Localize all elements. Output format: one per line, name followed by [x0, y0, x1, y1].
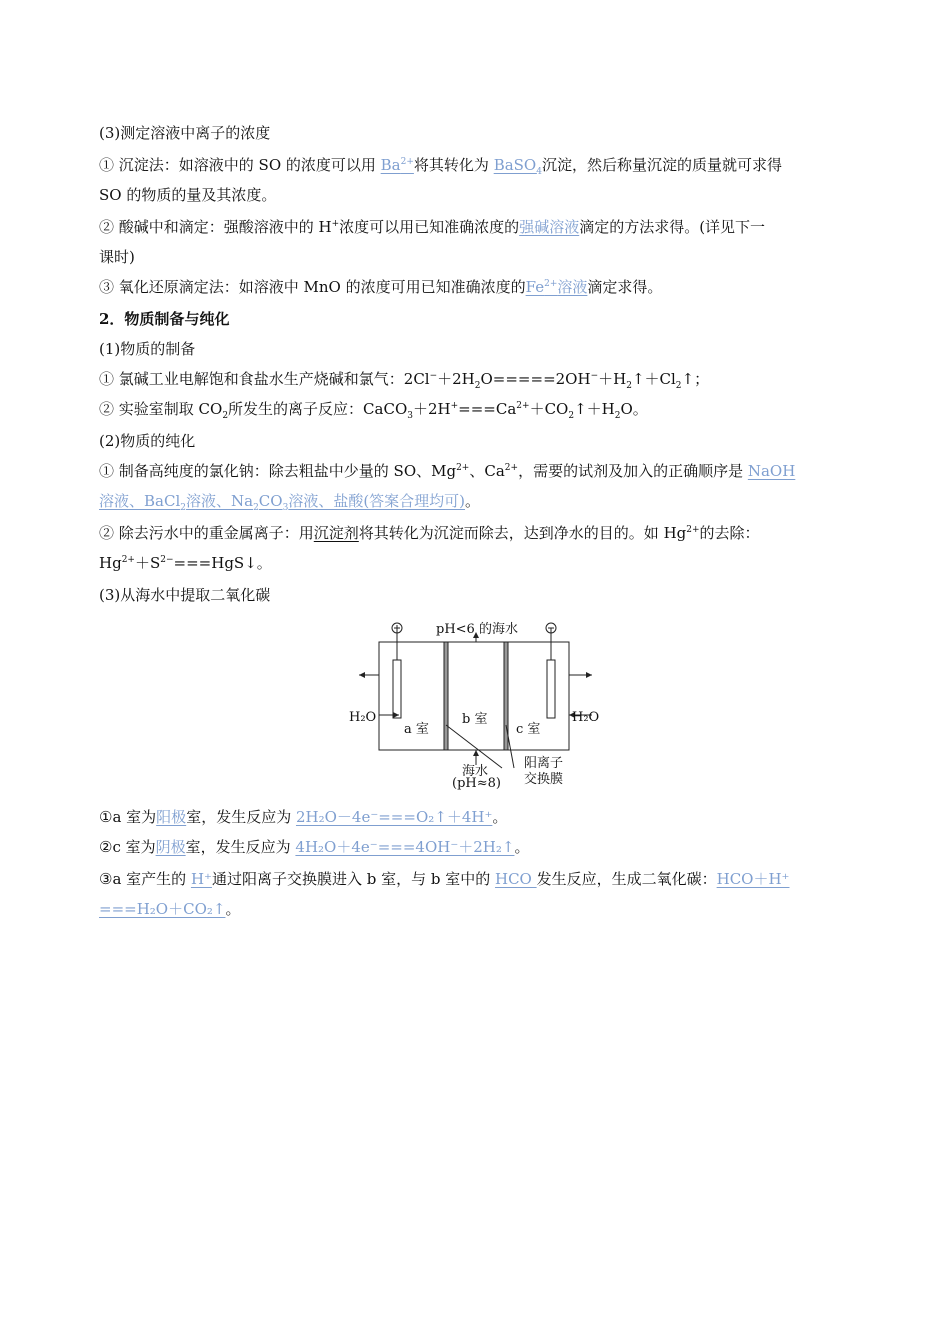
precipitation-method-line-2: SO 的物质的量及其浓度。: [99, 186, 277, 204]
subsection-2-title: (2)物质的纯化: [99, 432, 196, 450]
answer-reagent-order: 溶液、BaCl$_2$溶液、$Na_2CO_3$溶液、盐酸(答案合理均可): [99, 492, 466, 513]
figure-h2o-left: H₂O: [349, 710, 377, 725]
answer-co2-reaction-part1: HCO＋H⁺: [716, 870, 790, 888]
redox-titration-line: ③ 氧化还原滴定法：如溶液中 MnO 的浓度可用已知准确浓度的$Fe^{2+}$溶液滴定求得。: [99, 278, 663, 296]
electrolysis-cell-figure: [349, 620, 614, 795]
figure-seawater: 海水: [462, 764, 489, 779]
answer-ba: $Ba^{2+}$: [380, 156, 414, 174]
neutralization-line-2: 课时): [99, 248, 135, 266]
subsection-3-title: (3)从海水中提取二氧化碳: [99, 586, 271, 604]
question-a-room: ①a 室为阳极室，发生反应为 2H₂O－4e⁻===O₂↑＋4H⁺。: [99, 808, 508, 826]
answer-baso4: BaSO$_4$: [493, 156, 542, 177]
figure-room-b: b 室: [462, 712, 488, 727]
answer-cathode-reaction: 4H₂O＋4e⁻===4OH⁻＋2H₂↑: [295, 838, 515, 856]
answer-co2-reaction-part2: ===H₂O＋CO₂↑: [99, 900, 226, 918]
heavy-metal-line-1: ② 除去污水中的重金属离子：用沉淀剂将其转化为沉淀而除去，达到净水的目的。如 $Hg^{2+}$的去除：: [99, 524, 760, 542]
figure-room-a: a 室: [404, 722, 429, 737]
section-2-heading: 2．物质制备与纯化: [99, 310, 230, 328]
answer-hco: HCO: [494, 870, 537, 888]
purification-nacl-line-2: 溶液、BaCl$_2$溶液、$Na_2CO_3$溶液、盐酸(答案合理均可)。: [99, 492, 481, 513]
figure-membrane-label-2: 交换膜: [524, 772, 564, 787]
answer-precipitant: 沉淀剂: [313, 524, 359, 542]
answer-h-plus: H⁺: [190, 870, 212, 888]
answer-cathode: 阴极: [155, 838, 186, 856]
purification-nacl-line-1: ① 制备高纯度的氯化钠：除去粗盐中少量的 SO、$Mg^{2+}$、$Ca^{2+}$，需要的试剂及加入的正确顺序是 NaOH: [99, 462, 796, 480]
answer-naoh: NaOH: [747, 462, 796, 480]
question-co2-line-1: ③a 室产生的 H⁺通过阳离子交换膜进入 b 室，与 b 室中的 HCO 发生反应，生成二氧化碳：HCO＋H⁺: [99, 870, 790, 888]
chlor-alkali-line: ① 氯碱工业电解饱和食盐水生产烧碱和氯气：$2Cl^-+2H_2O=====2OH^-+H_2↑+Cl_2↑$；: [99, 370, 710, 391]
question-c-room: ②c 室为阴极室，发生反应为 4H₂O＋4e⁻===4OH⁻＋2H₂↑。: [99, 838, 530, 856]
co2-preparation-line: ② 实验室制取 $CO_2$所发生的离子反应：$CaCO_3+2H^+===Ca^{2+}+CO_2↑+H_2O$。: [99, 400, 648, 421]
figure-top-label: pH<6 的海水: [436, 622, 518, 637]
answer-strong-base: 强碱溶液: [519, 218, 580, 236]
neutralization-line-1: ② 酸碱中和滴定：强酸溶液中的 H+浓度可以用已知准确浓度的强碱溶液滴定的方法求得。(详见下一: [99, 218, 766, 236]
figure-room-c: c 室: [516, 722, 541, 737]
figure-h2o-right: H₂O: [572, 710, 600, 725]
answer-anode-reaction: 2H₂O－4e⁻===O₂↑＋4H⁺: [295, 808, 493, 826]
precipitation-method-line-1: ① 沉淀法：如溶液中的 SO 的浓度可以用 $Ba^{2+}$将其转化为 BaSO$_4$沉淀，然后称量沉淀的质量就可求得: [99, 156, 782, 177]
heavy-metal-line-2: $Hg^{2+}+S^{2-}===HgS↓$。: [99, 554, 272, 572]
question-co2-line-2: ===H₂O＋CO₂↑。: [99, 900, 241, 918]
figure-membrane-label-1: 阳离子: [524, 756, 564, 771]
figure-seawater-ph: (pH≈8): [452, 776, 501, 791]
subsection-1-title: (1)物质的制备: [99, 340, 196, 358]
answer-fe2-solution: $Fe^{2+}$溶液: [525, 278, 588, 296]
section-3-title: (3)测定溶液中离子的浓度: [99, 124, 271, 142]
answer-anode: 阳极: [156, 808, 187, 826]
